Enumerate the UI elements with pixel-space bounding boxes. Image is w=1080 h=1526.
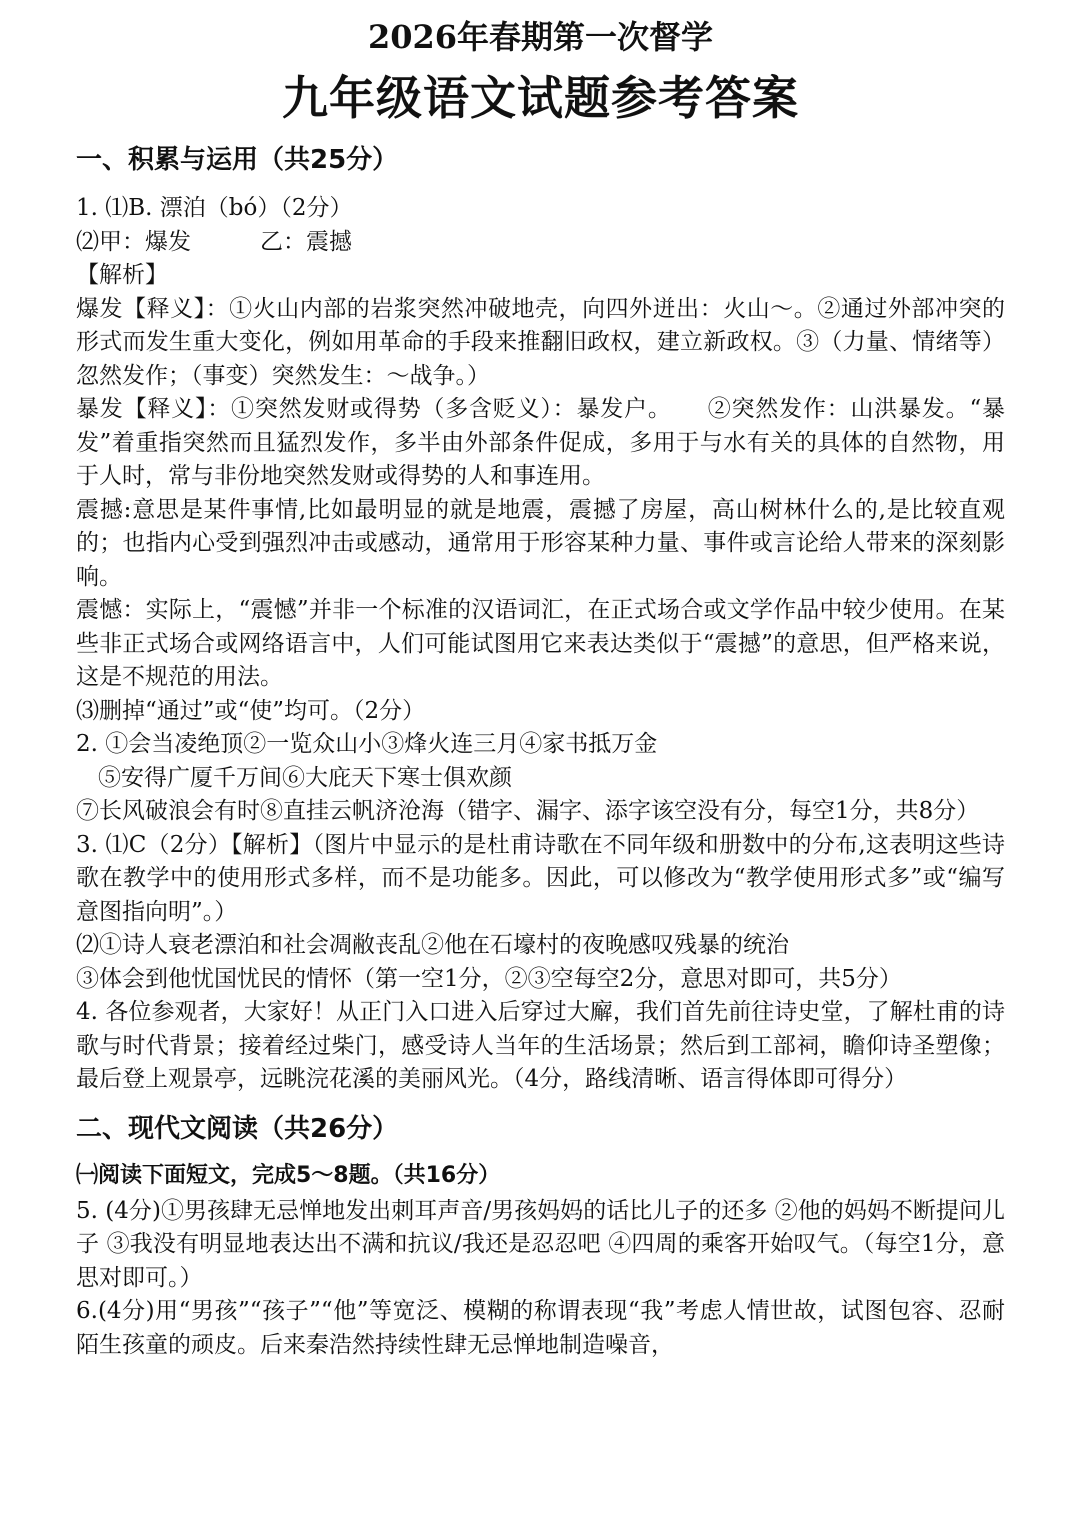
exam-session-title: 2026年春期第一次督学 <box>367 18 714 56</box>
analysis-label: 【解析】 <box>76 262 168 288</box>
explanation-baofa-eruption: 爆发【释义】：①火山内部的岩浆突然冲破地壳，向四外迸出：火山～。②通过外部冲突的形式而发生重大变化，例如用革命的手段来推翻旧政权，建立新政权。③（力量、情绪等）忽然发作；（事变）突然发生：～战争。） <box>76 295 1005 389</box>
explanation-baofa-sudden: 暴发【释义】：①突然发财或得势（多含贬义）：暴发户。 ②突然发作：山洪暴发。“暴发”着重指突然而且猛烈发作，多半由外部条件促成，多用于与水有关的具体的自然物，用于人时，常与非份地突然发财或得势的人和事连用。 <box>76 396 1005 489</box>
answer-4: 4. 各位参观者，大家好！从正门入口进入后穿过大廨，我们首先前往诗史堂，了解杜甫的诗歌与时代背景；接着经过柴门，感受诗人当年的生活场景；然后到工部祠，瞻仰诗圣塑像；最后登上观景亭，远眺浣花溪的美丽风光。（4分，路线清晰、语言得体即可得分） <box>76 999 1005 1092</box>
answer-5: 5. (4分)①男孩肆无忌惮地发出刺耳声音/男孩妈妈的话比儿子的还多 ②他的妈妈不断提问儿子 ③我没有明显地表达出不满和抗议/我还是忍忍吧 ④四周的乘客开始叹气。（每空1分，意思对即可。） <box>76 1197 1005 1291</box>
answer-1-2: ⑵甲：爆发 乙：震撼 <box>76 228 352 255</box>
explanation-zhenhan-wrong: 震憾：实际上，“震憾”并非一个标准的汉语词汇，在正式场合或文学作品中较少使用。在某些非正式场合或网络语言中，人们可能试图用它来表达类似于“震撼”的意思，但严格来说，这是不规范的用法。 <box>76 597 1005 690</box>
document-title: 九年级语文试题参考答案 <box>282 71 799 125</box>
answer-6: 6.(4分)用“男孩”“孩子”“他”等宽泛、模糊的称谓表现“我”考虑人情世故，试图包容、忍耐陌生孩童的顽皮。后来秦浩然持续性肆无忌惮地制造噪音， <box>76 1298 1005 1358</box>
section-heading-accumulation: 一、积累与运用（共25分） <box>76 145 399 175</box>
section-heading-modern-reading: 二、现代文阅读（共26分） <box>76 1113 399 1144</box>
answer-3-1: 3. ⑴C（2分）【解析】（图片中显示的是杜甫诗歌在不同年级和册数中的分布,这表明这些诗歌在教学中的使用形式多样，而不是功能多。因此，可以修改为“教学使用形式多”或“编写意图指向明”。） <box>76 831 1005 925</box>
answer-2-line2: ⑤安得广厦千万间⑥大庇天下寒士俱欢颜 <box>98 764 512 791</box>
explanation-zhenhan-correct: 震撼:意思是某件事情,比如最明显的就是地震，震撼了房屋，高山树林什么的,是比较直观的；也指内心受到强烈冲击或感动，通常用于形容某种力量、事件或言论给人带来的深刻影响。 <box>76 496 1005 590</box>
answer-1-3: ⑶删掉“通过”或“使”均可。（2分） <box>76 697 426 724</box>
answer-3-3: ③体会到他忧国忧民的情怀（第一空1分，②③空每空2分，意思对即可，共5分） <box>76 965 902 992</box>
subsection-heading-reading-1: ㈠阅读下面短文，完成5～8题。（共16分） <box>76 1162 501 1188</box>
answer-2-line3: ⑦长风破浪会有时⑧直挂云帆济沧海（错字、漏字、添字该空没有分，每空1分，共8分） <box>76 798 980 824</box>
answer-3-2: ⑵①诗人衰老漂泊和社会凋敝丧乱②他在石壕村的夜晚感叹残暴的统治 <box>76 932 789 958</box>
answer-1-1: 1. ⑴B. 漂泊（bó）（2分） <box>76 195 353 221</box>
answer-2-line1: 2. ①会当凌绝顶②一览众山小③烽火连三月④家书抵万金 <box>76 731 658 757</box>
